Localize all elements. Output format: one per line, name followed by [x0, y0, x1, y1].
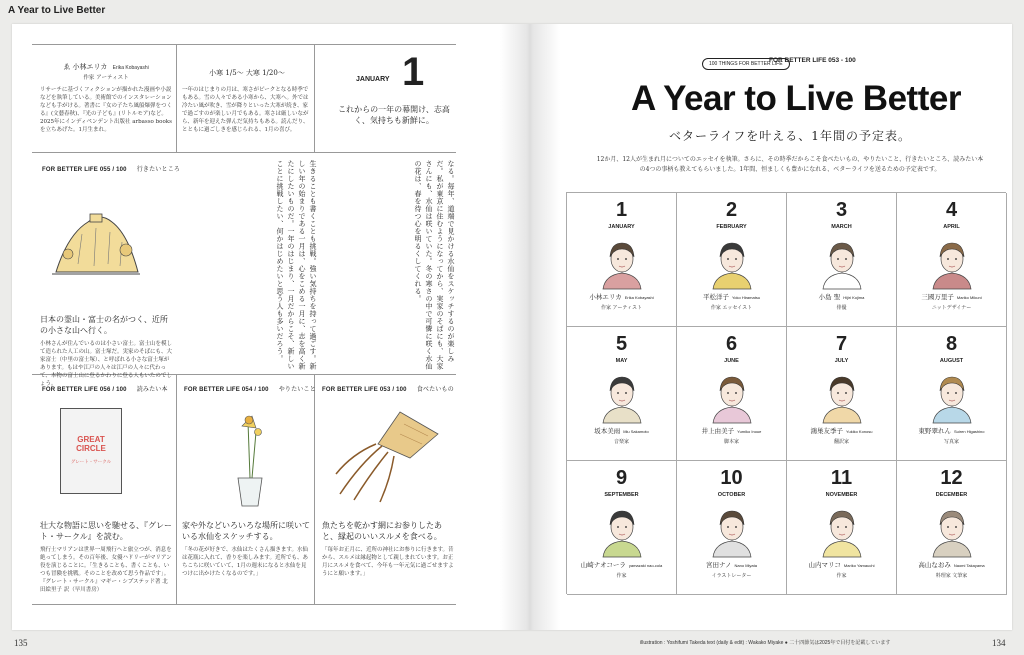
daffodil-vase-illustration: [222, 402, 278, 510]
portrait-illustration: [815, 503, 869, 557]
section-053-tag: 食べたいもの: [416, 387, 454, 393]
month-number: 8: [945, 333, 958, 355]
person-role: 脚本家: [723, 439, 739, 445]
fuji-mound-illustration: [48, 194, 144, 290]
month-name: NOVEMBER: [825, 492, 858, 498]
portrait-illustration: [595, 503, 649, 557]
person-name-text: 宮田ナノ: [705, 561, 732, 569]
grid-line: [32, 152, 456, 153]
person-name-romaji: Nano Miyata: [734, 563, 757, 568]
left-page: [12, 24, 500, 630]
month-number: 5: [615, 333, 628, 355]
person-name-text: 小林エリカ: [589, 293, 622, 301]
right-page-number: 134: [992, 638, 1006, 648]
person-name-romaji: Erika Kobayashi: [624, 295, 654, 300]
section-055-caption: 日本の霊山・富士の名がつく、近所の小さな山へ行く。: [40, 315, 168, 335]
season-heading: 小寒 1/5〜 大寒 1/20〜: [209, 69, 285, 77]
person-name-romaji: Miu Sakamoto: [623, 429, 649, 434]
essay-column-2: なる。毎年、道端で見かける水仙をスケッチするのが楽しみだ。私が東京に住むようになってから、実家のそばにも、大家さんにも、水仙は咲いていた。冬の寒さの中で可憐に咲く水仙の花は、春を待つ心を明るくしてくれる。: [414, 160, 455, 370]
person-name-romaji: Yoko Hiramatsu: [731, 295, 761, 300]
portrait-illustration: [705, 235, 759, 289]
month-name: AUGUST: [939, 358, 964, 364]
portrait-illustration: [595, 235, 649, 289]
person-name-text: 三國万里子: [921, 293, 954, 301]
month-cell-december: [897, 461, 1007, 595]
month-name: OCTOBER: [717, 492, 746, 498]
author-bio: リサーチに基づくフィクションが描かれた漫画や小説などを執筆している。美術館でのインスタレーションなども手がける。著書に『女の子たち風船爆弾をつくる』(文藝春秋)、『光の子ども』(リトルモア)など。2025年にインディペンデント出版社 arbasso books を立ちあげた。1月生まれ。: [40, 87, 173, 133]
grid-line: [314, 44, 315, 152]
author-box: [42, 62, 170, 82]
person-name: [787, 426, 896, 435]
section-056-label: [42, 384, 168, 393]
section-055-text: 小林さんが住んでいるのは小さい富士。富士山を模して造られた人工の山。富士塚だ。実家のそばにも、大家富士（中里の富士塚）、と呼ばれる小さな富士塚があります。もはや江戸の人々は江戸の人々に代わって、本物の富士山に登るかわりに登る人もいたのでしょう。: [40, 341, 173, 387]
series-range: FOR BETTER LIFE 053 - 100: [769, 57, 856, 64]
section-056-caption: 壮大な物語に思いを馳せる、『グレート・サークル』を読む。: [40, 521, 172, 541]
month-name: APRIL: [943, 224, 960, 230]
section-053-label-text: FOR BETTER LIFE 053 / 100: [322, 387, 407, 393]
author-name-romaji: Erika Kobayashi: [112, 65, 149, 71]
section-055-label: [42, 164, 180, 173]
section-053-caption: 魚たちを乾かす網にお参りしたあと、縁起のいいスルメを食べる。: [322, 521, 442, 541]
person-role: ニットデザイナー: [931, 305, 972, 311]
section-054-text: 「冬の花が好きで、水仙はたくさん描きます。水仙は花瓶に入れて、香りを楽しみます。近所でも、あちこちに咲いていて、1月の週末になると水仙を見つけに出かけたくなるのです。」: [182, 547, 308, 577]
page-subtitle: ベターライフを叶える、1年間の予定表。: [669, 129, 911, 143]
month-cell-june: [677, 327, 787, 461]
month-number: 4: [945, 199, 958, 221]
section-054-tag: やりたいこと: [278, 387, 316, 393]
portrait-illustration: [595, 369, 649, 423]
spread-gutter: [500, 24, 560, 630]
person-role: イラストレーター: [711, 573, 752, 579]
month-cell-october: [677, 461, 787, 595]
person-name-text: 東野翠れん: [918, 427, 952, 435]
section-054-caption: 家や外などいろいろな場所に咲いている水仙をスケッチする。: [182, 521, 310, 541]
person-name-romaji: Hijiri Kojima: [843, 295, 865, 300]
page-title: A Year to Live Better: [631, 79, 961, 118]
month-number: 3: [835, 199, 848, 221]
section-055-label-text: FOR BETTER LIFE 055 / 100: [42, 167, 127, 173]
month-tagline: これからの一年の幕開け、志高く、気持ちも新鮮に。: [338, 105, 450, 125]
person-name-text: 平松洋子: [702, 293, 729, 301]
section-055-tag: 行きたいところ: [136, 167, 181, 173]
month-name: FEBRUARY: [716, 224, 747, 230]
person-name: [567, 560, 676, 569]
month-cell-august: [897, 327, 1007, 461]
dried-squid-illustration: [330, 404, 448, 504]
grid-line: [176, 374, 177, 604]
grid-line: [32, 44, 456, 45]
left-page-number: 135: [14, 638, 28, 648]
person-name-romaji: Naomi Takayama: [953, 563, 985, 568]
season-text: 一年のはじまりの月は、寒さがピークとなる時季でもある。雪の人々である小寒から、大寒へ。外では冷たい風が吹き、雪が降りといった大寒が続き、家で過ごすのが楽しい月でもある。寒さは厳しいながら、新年を迎えた弾んだ気持ちもある。読んだり、とともに過ごしきを感じられる、1月の喜び。: [182, 87, 309, 133]
section-056-text: 飛行士マリアンは世界一周飛行へと旅立つが、消息を絶ってしまう。その百年後、女優ハドリーがマリアン役を演じることに。「生きることも、書くことも、いつも冒険を挑戦。そのことを改めて思う作品です」。『グレート・サークル』マギー・シプステッド著 北田絵里子 訳（早川書房）: [40, 547, 172, 593]
section-054-label: [184, 384, 316, 393]
person-name-romaji: Yumiko Inoue: [737, 429, 762, 434]
person-name: [897, 426, 1006, 435]
grid-line: [314, 374, 315, 604]
person-name: [897, 560, 1006, 569]
author-name: [42, 62, 170, 72]
portrait-illustration: [705, 369, 759, 423]
portrait-illustration: [925, 503, 979, 557]
author-name-text: ゑ 小林エリカ: [63, 63, 108, 71]
month-name: SEPTEMBER: [604, 492, 639, 498]
person-role: 俳優: [836, 305, 847, 311]
person-name: [677, 426, 786, 435]
month-name: JUNE: [724, 358, 739, 364]
book-title: GREAT CIRCLE: [76, 435, 106, 453]
month-name: DECEMBER: [935, 492, 968, 498]
person-name-text: 高山なおみ: [918, 561, 951, 569]
month-number: 12: [940, 467, 963, 489]
month-number: 10: [720, 467, 743, 489]
month-number: 7: [835, 333, 848, 355]
portrait-illustration: [925, 235, 979, 289]
person-name-romaji: Suiren Higashino: [954, 429, 985, 434]
series-pill: 100 THINGS FOR BETTER LIFE: [702, 58, 790, 70]
month-name: MAY: [615, 358, 628, 364]
portrait-illustration: [925, 369, 979, 423]
credits: illustration : Yoshifumi Takeda text (daily & edit) : Wakako Miyake ● 二十四節気は2025年で目付を記載しています: [640, 640, 891, 646]
month-cell-july: [787, 327, 897, 461]
person-name-romaji: Yukiko Konosu: [846, 429, 873, 434]
essay-column-1: 生きることも書くことも挑戦。強い気持ちを持って過ごす。新しい年の始まりである一月は、心をこめる一月に、志を高く新たにしたいものだ。一年のはじまり、一月だからこそ、新しいことに挑戦したい、何かはじめたいと思う人も多いだろう。: [276, 160, 317, 370]
month-cell-november: [787, 461, 897, 595]
right-page: [560, 24, 1012, 630]
person-role: 写真家: [943, 439, 959, 445]
person-role: 作家 エッセイスト: [710, 305, 753, 311]
month-grid: [566, 192, 1006, 594]
person-name-text: 坂本美雨: [594, 427, 621, 435]
section-056-tag: 読みたい本: [136, 387, 168, 393]
section-053-label: [322, 384, 454, 393]
person-name-text: 山内マリコ: [808, 561, 841, 569]
person-role: 料理家 文筆家: [935, 573, 968, 579]
portrait-illustration: [815, 369, 869, 423]
section-053-text: 「毎年お正月に、近所の神社にお参りに行きます。昔から、スルメは縁起物として親しまれています。お正月にスルメを食べて、今年も一年元気に過ごせますようにと願います。」: [322, 547, 454, 577]
book-subtitle: グレート・サークル: [70, 460, 112, 465]
month-name: JULY: [834, 358, 849, 364]
person-name-romaji: yamazaki nao-cola: [628, 563, 663, 568]
person-role: 音楽家: [613, 439, 629, 445]
person-name: [787, 560, 896, 569]
month-cell-march: [787, 193, 897, 327]
person-name: [567, 292, 676, 301]
grid-line: [176, 44, 177, 152]
month-name: MARCH: [831, 224, 852, 230]
person-name: [677, 292, 786, 301]
person-name: [897, 292, 1006, 301]
portrait-illustration: [815, 235, 869, 289]
month-number: 1: [402, 50, 425, 94]
person-name-romaji: Mariko Mikuni: [956, 295, 982, 300]
person-name-text: 小島 聖: [818, 293, 841, 301]
grid-line: [32, 604, 456, 605]
month-cell-february: [677, 193, 787, 327]
person-name-romaji: Mariko Yamauchi: [843, 563, 875, 568]
person-role: 翻訳家: [833, 439, 849, 445]
month-label: JANUARY: [356, 76, 390, 83]
person-name: [677, 560, 786, 569]
book-cover: [60, 408, 122, 494]
person-name: [787, 292, 896, 301]
top-bar: [0, 0, 1024, 22]
person-name-text: 井上由美子: [701, 427, 735, 435]
portrait-illustration: [705, 503, 759, 557]
month-name: JANUARY: [608, 224, 635, 230]
month-cell-january: [567, 193, 677, 327]
person-name-text: 山崎ナオコーラ: [580, 561, 626, 569]
person-role: 作家 アーティスト: [600, 305, 643, 311]
person-name-text: 鴻巣友季子: [810, 427, 844, 435]
page-intro: 12か月、12人が生まれ月についてのエッセイを執筆。さらに、その時季だからこそ食べたいもの、やりたいこと、行きたいところ、読みたい本の4つの事柄も教えてもらいました。1年間、恒ましくも豊かになれる、ベターライフを送るための予定表です。: [596, 156, 984, 173]
month-cell-may: [567, 327, 677, 461]
section-056-label-text: FOR BETTER LIFE 056 / 100: [42, 387, 127, 393]
month-number: 2: [725, 199, 738, 221]
author-role: 作家 アーティスト: [83, 75, 129, 81]
month-cell-september: [567, 461, 677, 595]
window-title: A Year to Live Better: [8, 5, 106, 16]
month-number: 1: [615, 199, 628, 221]
person-role: 作家: [836, 573, 847, 579]
month-number: 6: [725, 333, 738, 355]
person-role: 作家: [616, 573, 627, 579]
section-054-label-text: FOR BETTER LIFE 054 / 100: [184, 387, 269, 393]
month-cell-april: [897, 193, 1007, 327]
month-number: 9: [615, 467, 628, 489]
month-number: 11: [830, 467, 853, 489]
person-name: [567, 426, 676, 435]
